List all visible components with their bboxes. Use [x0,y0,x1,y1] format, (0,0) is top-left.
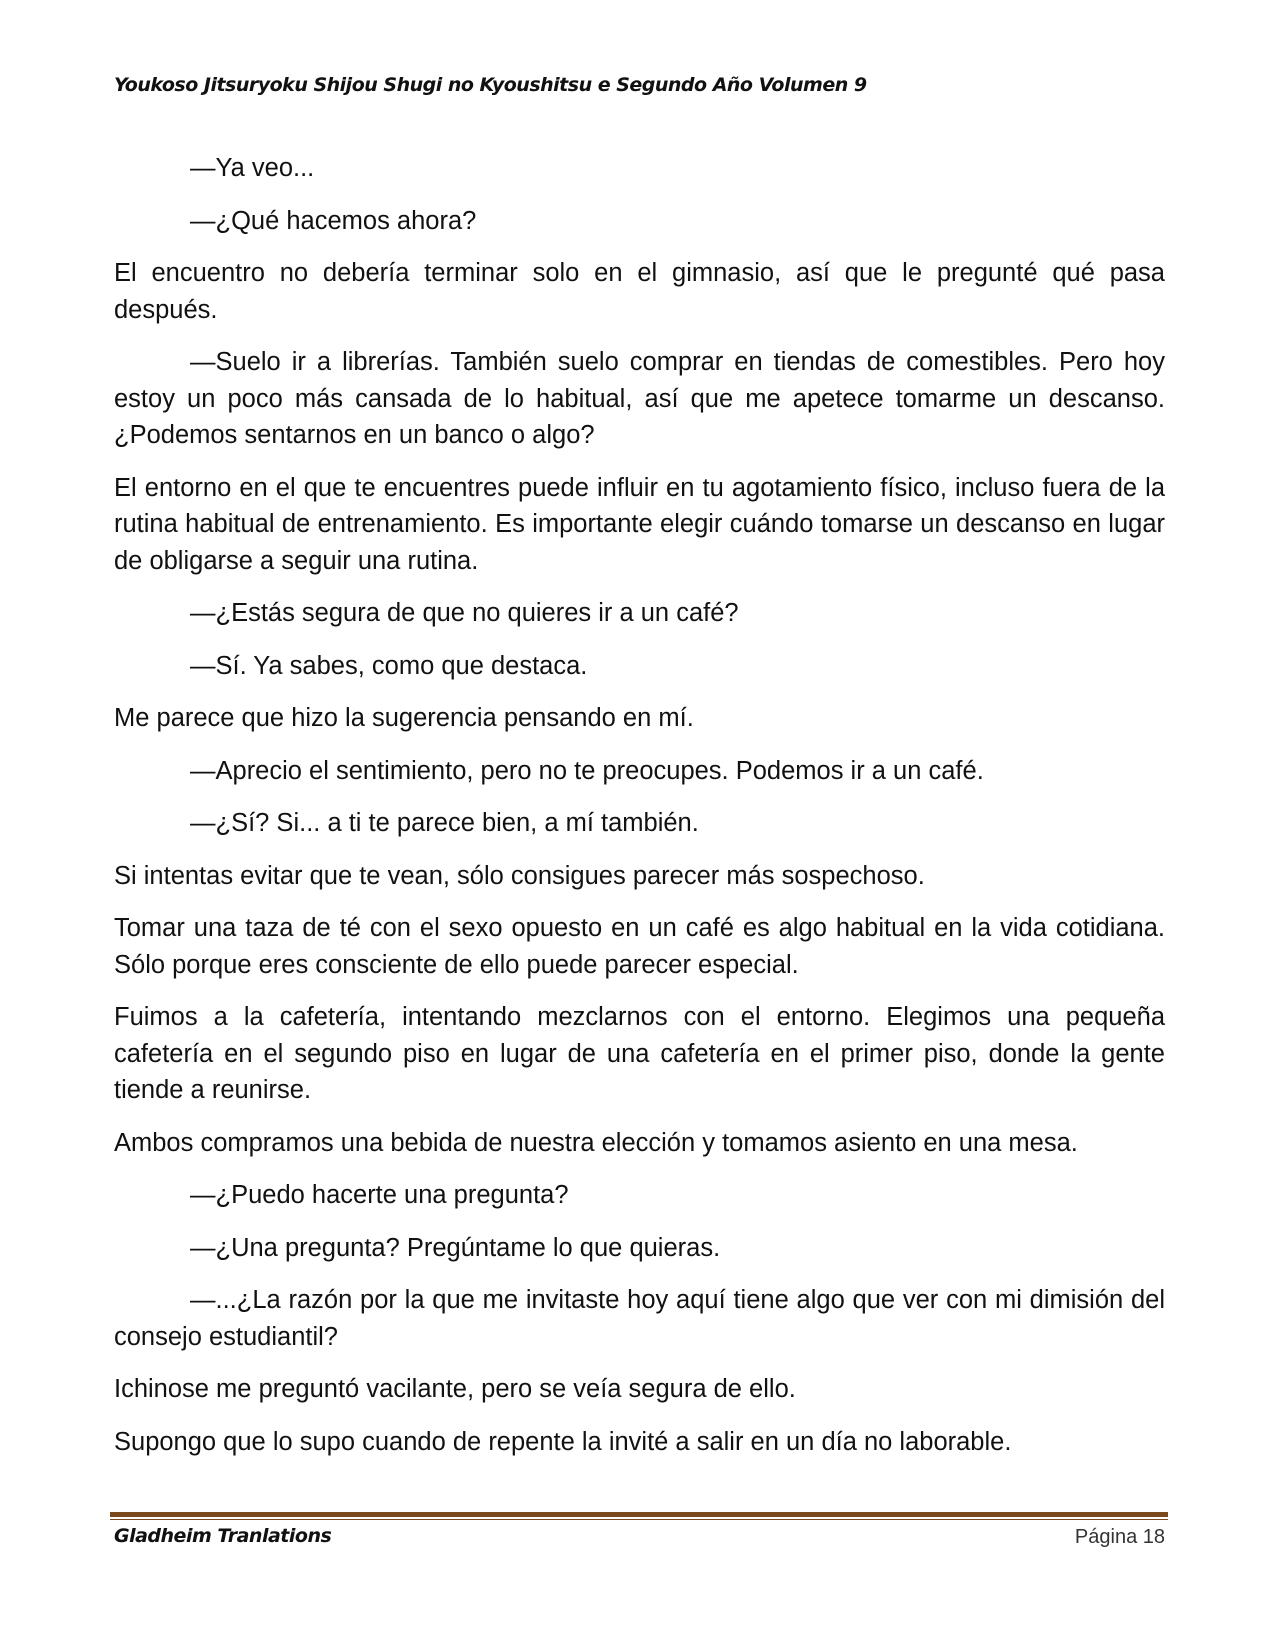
page-number: Página 18 [1074,1526,1165,1548]
dialogue-paragraph: —...¿La razón por la que me invitaste hoy aquí tiene algo que ver con mi dimisión del consejo estudiantil? [114,1286,1165,1351]
narration-paragraph: Tomar una taza de té con el sexo opuesto en un café es algo habitual en la vida cotidiana. Sólo porque eres consciente de ello puede parecer especial. [114,914,1165,979]
narration-paragraph: El entorno en el que te encuentres puede influir en tu agotamiento físico, incluso fuera de la rutina habitual de entrenamiento. Es importante elegir cuándo tomarse un descanso en lugar de obligarse a seguir una rutina. [114,473,1165,575]
dialogue-paragraph: —Suelo ir a librerías. También suelo comprar en tiendas de comestibles. Pero hoy estoy un poco más cansada de lo habitual, así que me apetece tomarme un descanso. ¿Podemos sentarnos en un banco o algo? [114,348,1165,449]
narration-paragraph: Me parece que hizo la sugerencia pensando en mí. [114,704,694,732]
dialogue-paragraph: —¿Qué hacemos ahora? [190,206,477,235]
footer-rule-thin [110,1519,1168,1520]
narration-paragraph: Si intentas evitar que te vean, sólo consigues parecer más sospechoso. [114,861,925,890]
dialogue-paragraph: —Sí. Ya sabes, como que destaca. [190,651,588,680]
footer-credit: Gladheim Tranlations [114,1525,332,1547]
narration-paragraph: El encuentro no debería terminar solo en el gimnasio, así que le pregunté qué pasa después. [114,259,1165,324]
dialogue-paragraph: —¿Puedo hacerte una pregunta? [190,1181,569,1209]
narration-paragraph: Fuimos a la cafetería, intentando mezclarnos con el entorno. Elegimos una pequeña cafetería en el segundo piso en lugar de una cafetería en el primer piso, donde la gente tiende a reunirse. [114,1003,1165,1104]
narration-paragraph: Ichinose me preguntó vacilante, pero se veía segura de ello. [114,1375,796,1403]
narration-paragraph: Ambos compramos una bebida de nuestra elección y tomamos asiento en una mesa. [114,1128,1078,1157]
dialogue-paragraph: —¿Estás segura de que no quieres ir a un café? [190,599,739,627]
running-header: Youkoso Jitsuryoku Shijou Shugi no Kyoushitsu e Segundo Año Volumen 9 [114,74,867,96]
dialogue-paragraph: —Ya veo... [190,154,315,182]
narration-paragraph: Supongo que lo supo cuando de repente la invité a salir en un día no laborable. [114,1427,1012,1456]
footer-rule [110,1512,1168,1517]
page-body [114,150,1165,1476]
dialogue-paragraph: —¿Sí? Si... a ti te parece bien, a mí también. [190,809,699,837]
dialogue-paragraph: —¿Una pregunta? Pregúntame lo que quieras. [190,1233,721,1262]
dialogue-paragraph: —Aprecio el sentimiento, pero no te preocupes. Podemos ir a un café. [190,756,984,785]
